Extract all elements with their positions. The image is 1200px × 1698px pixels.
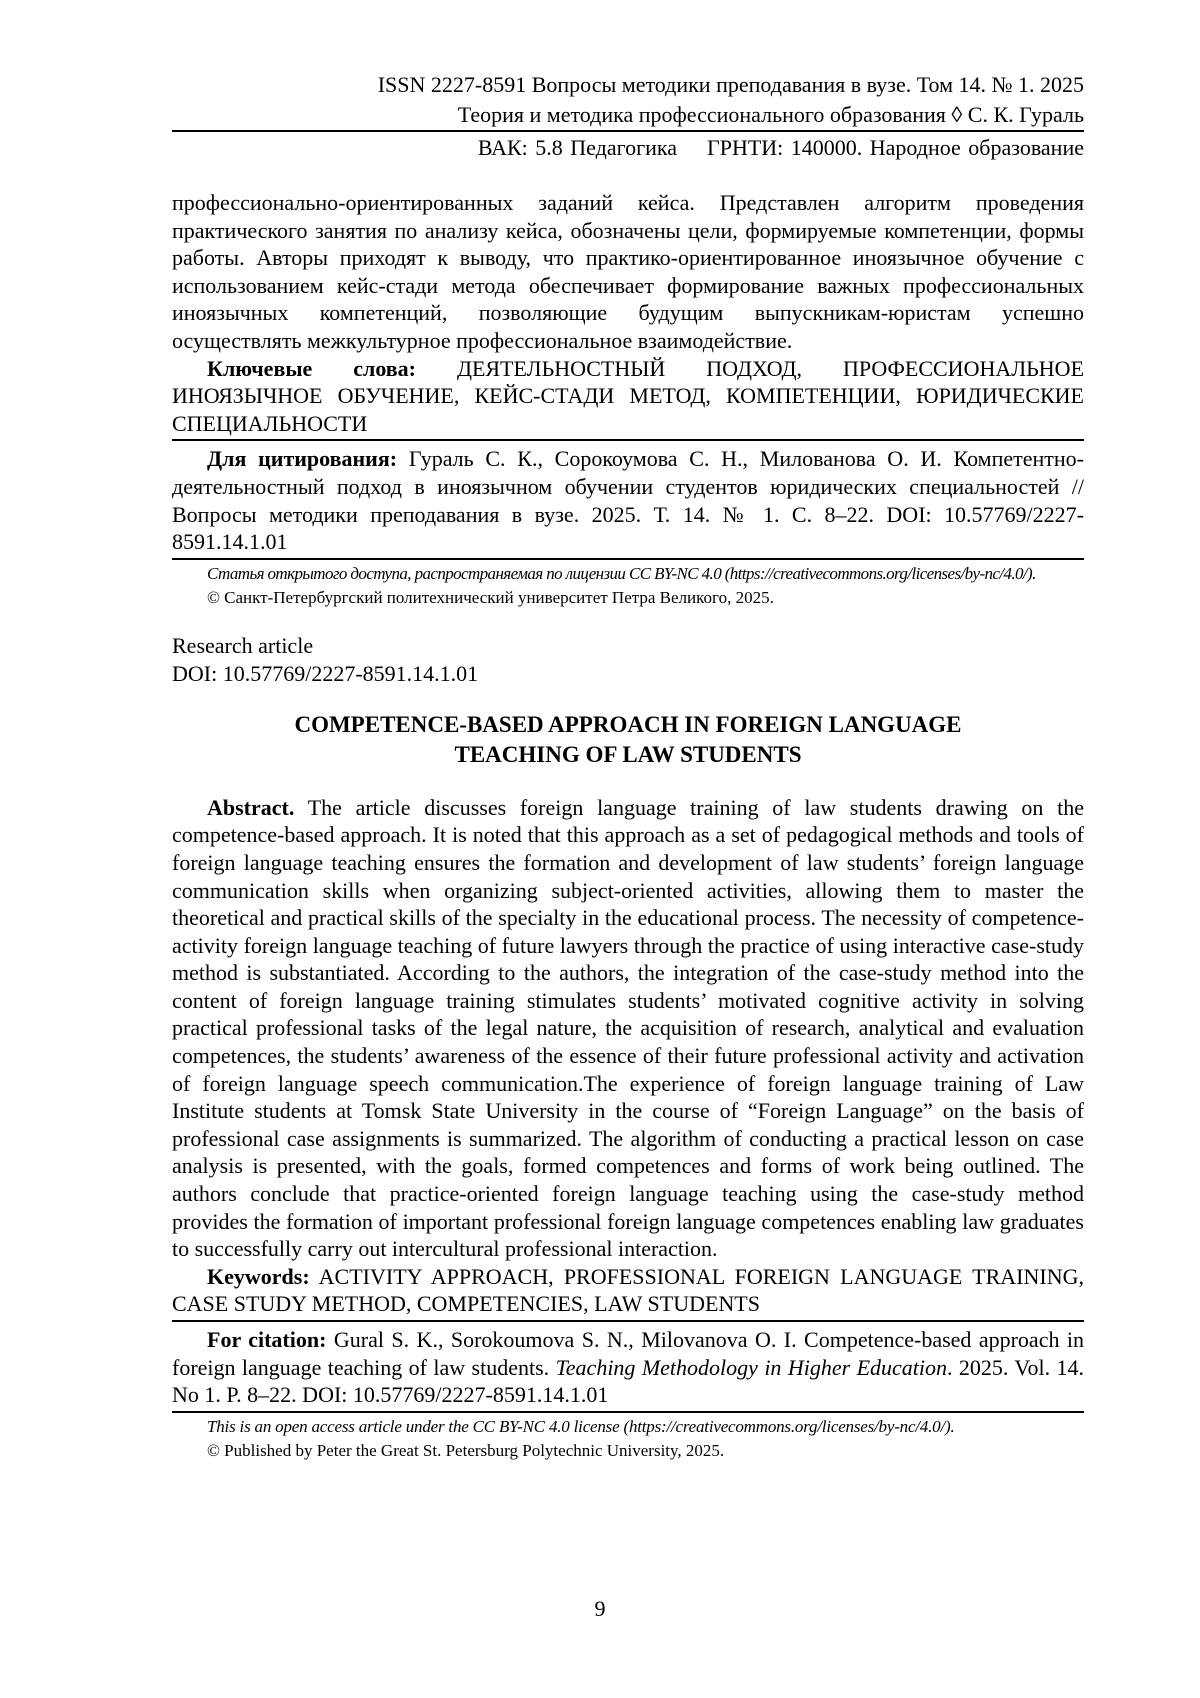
ru-keywords-label: Ключевые слова: bbox=[207, 355, 416, 381]
ru-keywords-divider bbox=[172, 439, 1084, 441]
en-copyright: © Published by Peter the Great St. Petersburg Polytechnic University, 2025. bbox=[207, 1440, 725, 1460]
ru-citation-text: Гураль С. К., Сорокоумова С. Н., Милованова О. И. Компетентно-деятельностный подход в иноязычном обучении студентов юридических специальностей // Вопросы методики преподавания в вузе. 2025. Т. 14. № 1. С. 8–22. DOI: 10.57769/2227-8591.14.1.01 bbox=[172, 446, 1085, 555]
page bbox=[172, 70, 1084, 1463]
running-header bbox=[172, 70, 1084, 130]
ru-keywords bbox=[172, 355, 1084, 438]
ru-abstract-end: профессионально-ориентированных заданий кейса. Представлен алгоритм проведения практического занятия по анализу кейса, обозначены цели, формируемые компетенции, формы работы. Авторы приходят к выводу, что практико-ориентированное иноязычное обучение с использованием кейс-стади метода обеспечивает формирование важных профессиональных иноязычных компетенций, позволяющие будущим выпускникам-юристам успешно осуществлять межкультурное профессиональное взаимодействие. bbox=[172, 190, 1084, 353]
en-keywords-text: ACTIVITY APPROACH, PROFESSIONAL FOREIGN LANGUAGE TRAINING, CASE STUDY METHOD, COMPETENCIES, LAW STUDENTS bbox=[172, 1263, 1084, 1317]
en-keywords-label: Keywords: bbox=[207, 1263, 310, 1289]
en-abstract-label: Abstract. bbox=[207, 794, 295, 820]
ru-citation-label: Для цитирования: bbox=[207, 446, 398, 472]
en-license: This is an open access article under the CC BY-NC 4.0 license (https://creativecommons.org/licenses/by-nc/4.0/). bbox=[207, 1416, 955, 1436]
ru-keywords-text: ДЕЯТЕЛЬНОСТНЫЙ ПОДХОД, ПРОФЕССИОНАЛЬНОЕ ИНОЯЗЫЧНОЕ ОБУЧЕНИЕ, КЕЙС-СТАДИ МЕТОД, КОМПЕТЕНЦИИ, ЮРИДИЧЕСКИЕ СПЕЦИАЛЬНОСТИ bbox=[172, 355, 1085, 436]
article-doi: DOI: 10.57769/2227-8591.14.1.01 bbox=[172, 660, 479, 686]
article-type: Research article bbox=[172, 632, 314, 658]
en-citation-label: For citation: bbox=[207, 1327, 327, 1352]
en-citation-authors: Gural S. K., Sorokoumova S. N., Milovanova O. I. Competence-based approach in foreign language teaching of law students. bbox=[172, 1327, 1084, 1380]
article-title-line2: TEACHING OF LAW STUDENTS bbox=[454, 741, 802, 767]
header-vak-line: ВАК: 5.8 Педагогика ГРНТИ: 140000. Народное образование bbox=[477, 135, 1084, 160]
ru-license: Статья открытого доступа, распространяемая по лицензии CC BY-NC 4.0 (https://creativecommons.org/licenses/by-nc/4.0/). bbox=[207, 563, 1036, 583]
en-citation-rest: . 2025. Vol. 14. No 1. P. 8–22. DOI: 10.57769/2227-8591.14.1.01 bbox=[172, 1354, 1084, 1408]
en-citation-divider bbox=[172, 1411, 1084, 1413]
article-title-line1: COMPETENCE-BASED APPROACH IN FOREIGN LANGUAGE bbox=[294, 711, 962, 737]
ru-citation bbox=[172, 445, 1084, 555]
header-section-line: Теория и методика профессионального образования ◊ С. К. Гураль bbox=[457, 102, 1084, 127]
en-abstract bbox=[172, 794, 1084, 1263]
header-journal-line: ISSN 2227-8591 Вопросы методики преподавания в вузе. Том 14. № 1. 2025 bbox=[377, 72, 1084, 97]
ru-copyright: © Санкт-Петербургский политехнический университет Петра Великого, 2025. bbox=[207, 587, 774, 607]
en-keywords-divider bbox=[172, 1320, 1084, 1322]
header-divider bbox=[172, 130, 1084, 132]
page-number: 9 bbox=[594, 1596, 606, 1621]
en-keywords bbox=[172, 1263, 1084, 1318]
en-citation-journal: Teaching Methodology in Higher Education bbox=[555, 1354, 947, 1380]
en-citation bbox=[172, 1326, 1084, 1409]
en-abstract-text: The article discusses foreign language training of law students drawing on the competence-based approach. It is noted that this approach as a set of pedagogical methods and tools of foreign language teaching ensures the formation and development of law students’ foreign language communication skills when organizing subject-oriented activities, allowing them to master the theoretical and practical skills of the specialty in the educational process. The necessity of competence-activity foreign language teaching of future lawyers through the practice of using interactive case-study method is substantiated. According to the authors, the integration of the case-study method into the content of foreign language training stimulates students’ motivated cognitive activity in solving practical professional tasks of the legal nature, the acquisition of research, analytical and evaluation competences, the students’ awareness of the essence of their future professional activity and activation of foreign language speech communication.The experience of foreign language training of Law Institute students at Tomsk State University in the course of “Foreign Language” on the basis of professional case assignments is summarized. The algorithm of conducting a practical lesson on case analysis is presented, with the goals, formed competences and forms of work being outlined. The authors conclude that practice-oriented foreign language teaching using the case-study method provides the formation of important professional foreign language competences enabling law graduates to successfully carry out intercultural professional interaction. bbox=[172, 794, 1084, 1262]
ru-citation-divider bbox=[172, 558, 1084, 560]
